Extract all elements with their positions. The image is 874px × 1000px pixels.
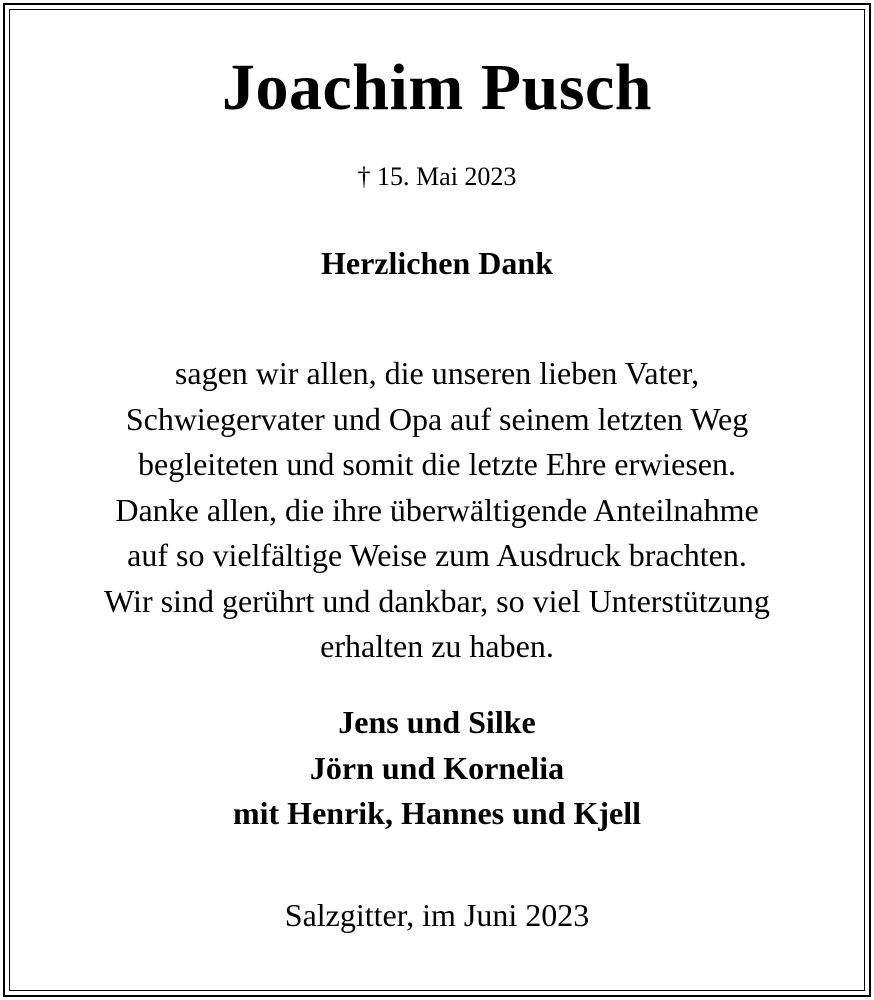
- deceased-name: Joachim Pusch: [221, 51, 653, 124]
- signer-line: Jörn und Kornelia: [309, 749, 565, 786]
- signer-line: Jens und Silke: [338, 704, 536, 740]
- message-line: erhalten zu haben.: [320, 628, 554, 664]
- signer-line: mit Henrik, Hannes und Kjell: [232, 795, 642, 831]
- message-line: Wir sind gerührt und dankbar, so viel Unterstützung: [104, 582, 770, 619]
- thanks-message: [0, 351, 874, 670]
- signers: [0, 700, 874, 837]
- place-and-date: Salzgitter, im Juni 2023: [284, 897, 590, 933]
- message-line: auf so vielfältige Weise zum Ausdruck brachten.: [127, 537, 747, 573]
- message-line: sagen wir allen, die unseren lieben Vater,: [174, 355, 700, 391]
- death-date: † 15. Mai 2023: [357, 162, 517, 191]
- message-line: Schwiegervater und Opa auf seinem letzten Weg: [125, 400, 749, 437]
- message-line: begleiteten und somit die letzte Ehre erwiesen.: [138, 446, 736, 482]
- thanks-heading: Herzlichen Dank: [321, 245, 553, 281]
- message-line: Danke allen, die ihre überwältigende Anteilnahme: [115, 491, 759, 528]
